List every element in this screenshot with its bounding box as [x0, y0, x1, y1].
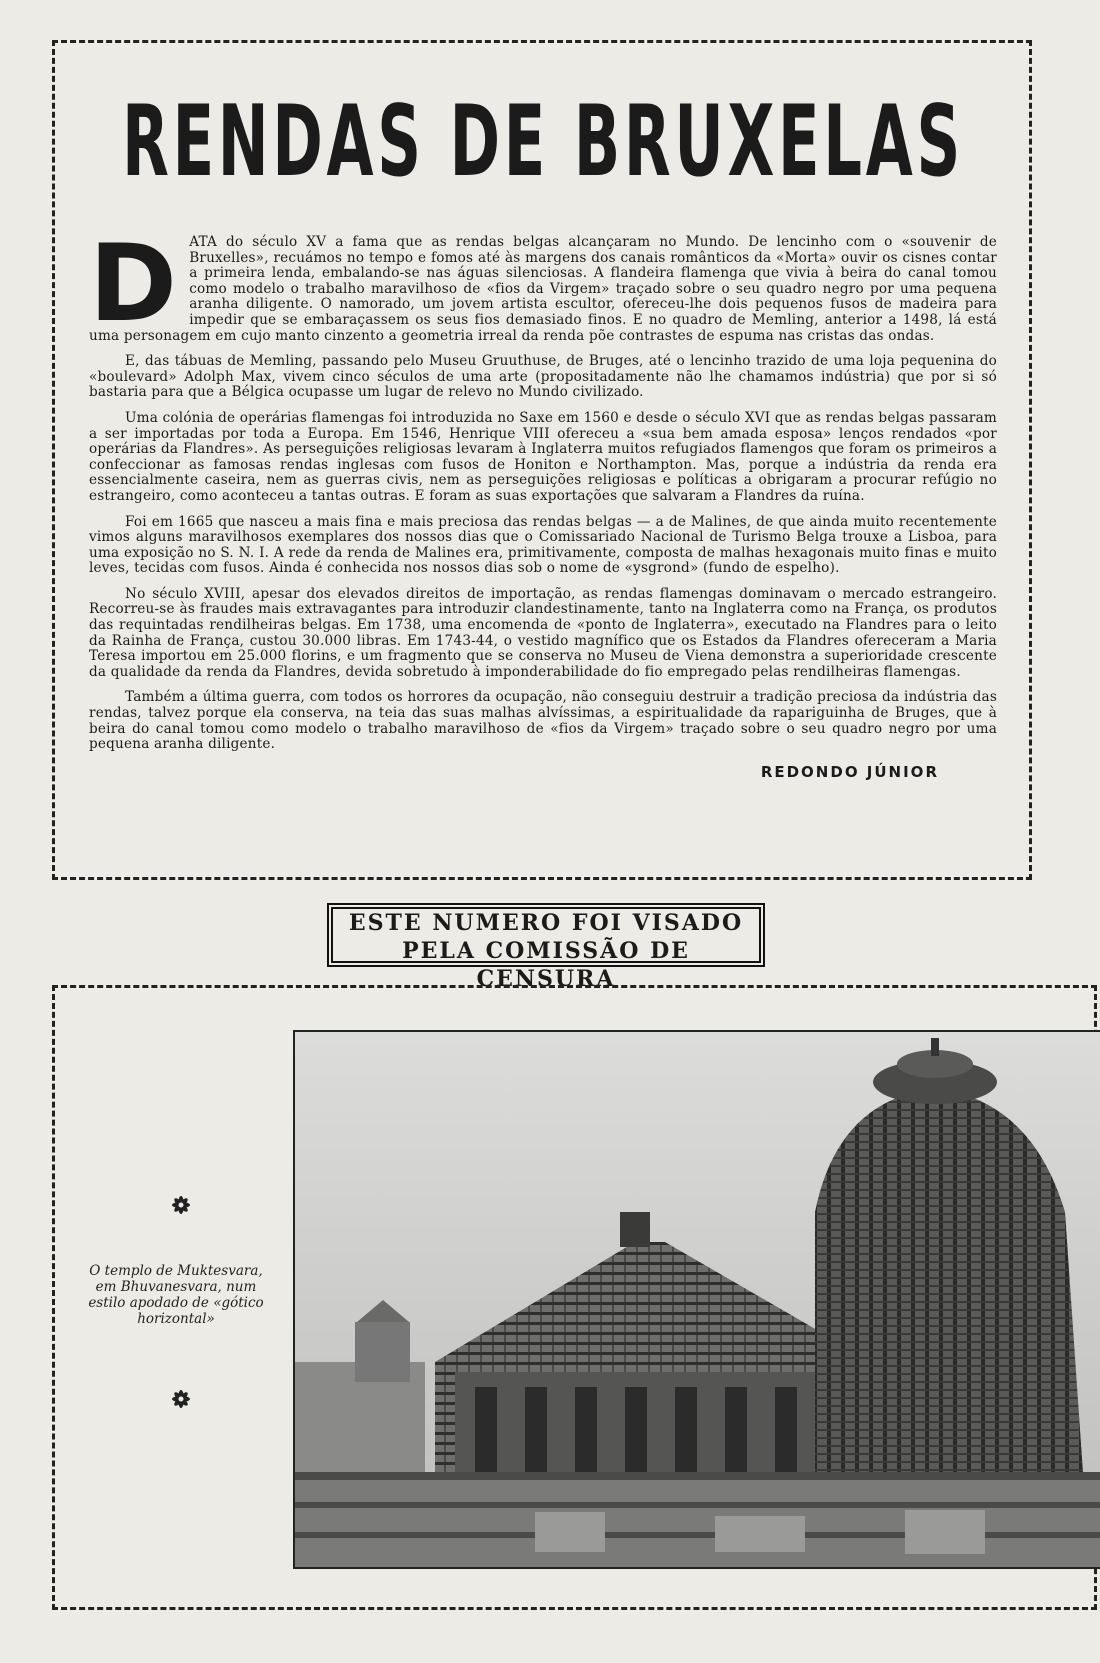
- lead-word: ATA: [189, 234, 218, 250]
- temple-photo: [293, 1030, 1100, 1569]
- article-body: [89, 222, 998, 753]
- article-frame: [52, 40, 1032, 880]
- paragraph-1-text: do século XV a fama que as rendas belgas alcançaram no Mundo. De lencinho com o «souvenir de Bruxelles», recuámos no tempo e fomos até às margens dos canais românticos da «Morta» ouvir os cisnes contar a primeira lenda, embalando-se nas águas silenciosas. A flandeira flamenga que vivia à beira do canal tomou como modelo o trabalho maravilhoso de «fios da Virgem» traçado sobre o seu quadro negro por uma pequena aranha diligente. O namorado, um jovem artista escultor, ofereceu-lhe dois pequenos fusos de madeira para impedir que se embaraçassem os seus fios demasiado finos. E no quadro de Memling, anterior a 1498, lá está uma personagem em cujo manto cinzento a geometria irreal da renda põe contrastes de espuma nas cristas das ondas.: [89, 234, 998, 344]
- photo-caption: O templo de Muktesvara, em Bhuvanesvara, num estilo apodado de «gótico horizontal»: [88, 1263, 264, 1327]
- paragraph-3: Uma colónia de operárias flamengas foi introduzida no Saxe em 1560 e desde o século XVI que as rendas belgas passaram a ser importadas por toda a Europa. Em 1546, Henrique VIII ofereceu a «sua bem amada esposa» lenços rendados «por operárias da Flandres». As perseguições religiosas levaram à Inglaterra muitos refugiados flamengos que foram os primeiros a confeccionar as famosas rendas inglesas com fusos de Honiton e Northampton. Mas, porque a indústria da renda era essencialmente caseira, nem as guerras civis, nem as perseguições religiosas e políticas a obrigaram a procurar refúgio no estrangeiro, como aconteceu a tantas outras. E foram as suas exportações que salvaram a Flandres da ruína.: [89, 409, 997, 504]
- drop-cap: D: [89, 222, 178, 345]
- paragraph-2: E, das tábuas de Memling, passando pelo Museu Gruuthuse, de Bruges, até o lencinho trazido de uma loja pequenina do «boulevard» Adolph Max, vivem cinco séculos de uma arte (propositadamente não lhe chamamos indústria) que por si só bastaria para que a Bélgica ocupasse um lugar de relevo no Mundo civilizado.: [89, 353, 997, 401]
- asterisk-flower-icon: [170, 1194, 192, 1216]
- censorship-line-1: ESTE NUMERO FOI VISADO: [348, 910, 744, 936]
- author-byline: REDONDO JÚNIOR: [760, 762, 939, 781]
- paragraph-5: No século XVIII, apesar dos elevados direitos de importação, as rendas flamengas dominavam o mercado estrangeiro. Recorreu-se às fraudes mais extravagantes para introduzir clandestinamente, tanto na Inglaterra como na França, os produtos das requintadas rendilheiras belgas. Em 1738, uma encomenda de «ponto de Inglaterra», executado na Flandres para o leito da Rainha de França, custou 30.000 libras. Em 1743-44, o vestido magnífico que os Estados da Flandres ofereceram a Maria Teresa importou em 25.000 florins, e um fragmento que se conserva no Museu de Viena demonstra a superioridade crescente da qualidade da renda da Flandres, devida sobretudo à imponderabilidade do fio empregado pelas rendilheiras flamengas.: [89, 585, 997, 680]
- paragraph-4: Foi em 1665 que nasceu a mais fina e mais preciosa das rendas belgas — a de Malines, de que ainda muito recentemente vimos alguns maravilhosos exemplares dos nossos dias que o Comissariado Nacional de Turismo Belga trouxe a Lisboa, para uma exposição no S. N. I. A rede da renda de Malines era, primitivamente, composta de malhas hexagonais muito finas e muito leves, tecidas com fusos. Ainda é conhecida nos nossos dias sob o nome de «ysgrond» (fundo de espelho).: [89, 513, 997, 577]
- asterisk-flower-icon: [170, 1388, 192, 1410]
- paragraph-1: [89, 222, 998, 345]
- censorship-notice: [327, 903, 765, 992]
- article-title: RENDAS DE BRUXELAS: [122, 85, 964, 199]
- censorship-line-2: PELA COMISSÃO DE CENSURA: [402, 938, 690, 992]
- temple-illustration: [295, 1032, 1100, 1569]
- paragraph-6: Também a última guerra, com todos os horrores da ocupação, não conseguiu destruir a tradição preciosa da indústria das rendas, talvez porque ela conserva, na teia das suas malhas alvíssimas, a espiritualidade da rapariguinha de Bruges, que à beira do canal tomou como modelo o trabalho maravilhoso de «fios da Virgem» traçado sobre o seu quadro negro por uma pequena aranha diligente.: [89, 689, 997, 753]
- photo-frame: [52, 985, 1097, 1610]
